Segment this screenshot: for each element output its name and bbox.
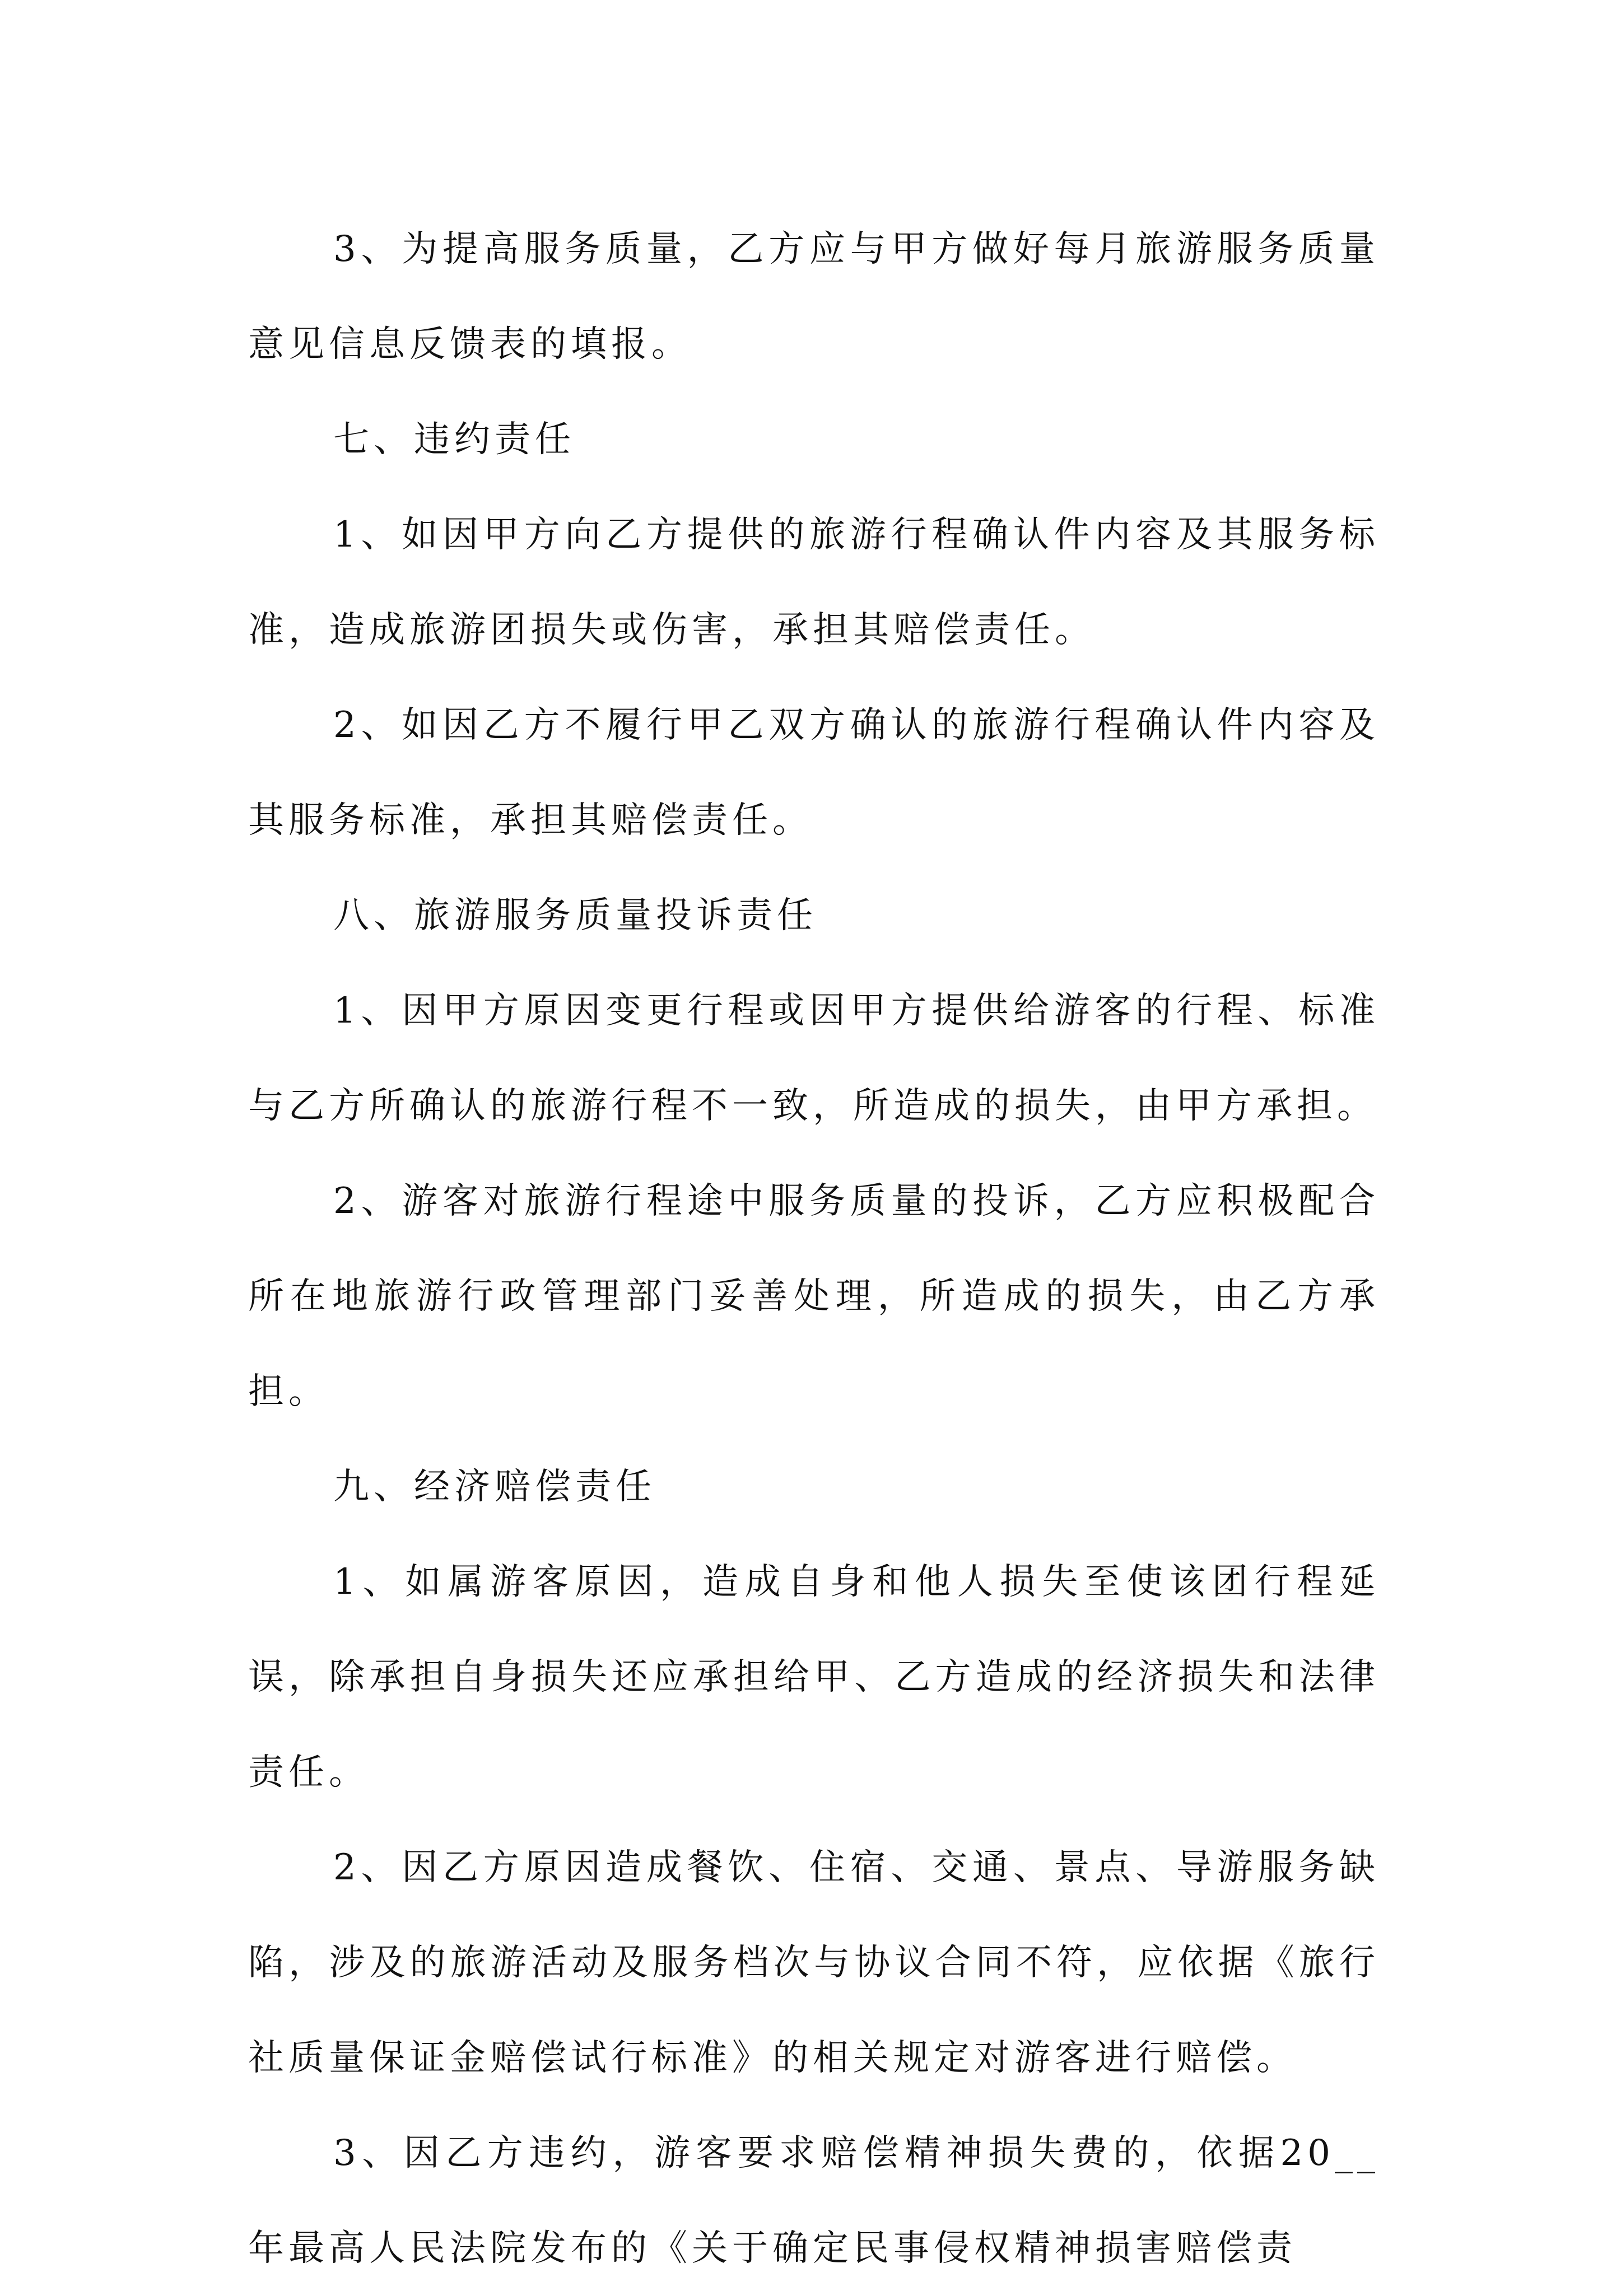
paragraph-mental-damage-compensation: 3、因乙方违约，游客要求赔偿精神损失费的，依据20__年最高人民法院发布的《关于确定民事侵权精神损害赔偿责	[248, 2132, 1380, 2269]
paragraph-party-a-liability: 1、如因甲方向乙方提供的旅游行程确认件内容及其服务标准，造成旅游团损失或伤害，承担其赔偿责任。	[248, 514, 1380, 651]
section-heading-breach-liability: 七、违约责任	[333, 419, 575, 460]
paragraph-tourist-caused-delay: 1、如属游客原因，造成自身和他人损失至使该团行程延误，除承担自身损失还应承担给甲、乙方造成的经济损失和法律责任。	[248, 1561, 1380, 1793]
document-body	[248, 202, 1380, 2296]
section-heading-complaint-liability: 八、旅游服务质量投诉责任	[333, 895, 817, 936]
paragraph-service-defect-compensation: 2、因乙方原因造成餐饮、住宿、交通、景点、导游服务缺陷，涉及的旅游活动及服务档次与协议合同不符，应依据《旅行社质量保证金赔偿试行标准》的相关规定对游客进行赔偿。	[248, 1847, 1380, 2079]
paragraph-tourist-complaint: 2、游客对旅游行程途中服务质量的投诉，乙方应积极配合所在地旅游行政管理部门妥善处理，所造成的损失，由乙方承担。	[248, 1180, 1380, 1412]
section-heading-economic-compensation: 九、经济赔偿责任	[333, 1466, 656, 1508]
paragraph-service-quality-feedback: 3、为提高服务质量，乙方应与甲方做好每月旅游服务质量意见信息反馈表的填报。	[248, 228, 1380, 365]
paragraph-party-b-liability: 2、如因乙方不履行甲乙双方确认的旅游行程确认件内容及其服务标准，承担其赔偿责任。	[248, 704, 1380, 841]
paragraph-itinerary-change-loss: 1、因甲方原因变更行程或因甲方提供给游客的行程、标准与乙方所确认的旅游行程不一致，所造成的损失，由甲方承担。	[248, 990, 1380, 1127]
